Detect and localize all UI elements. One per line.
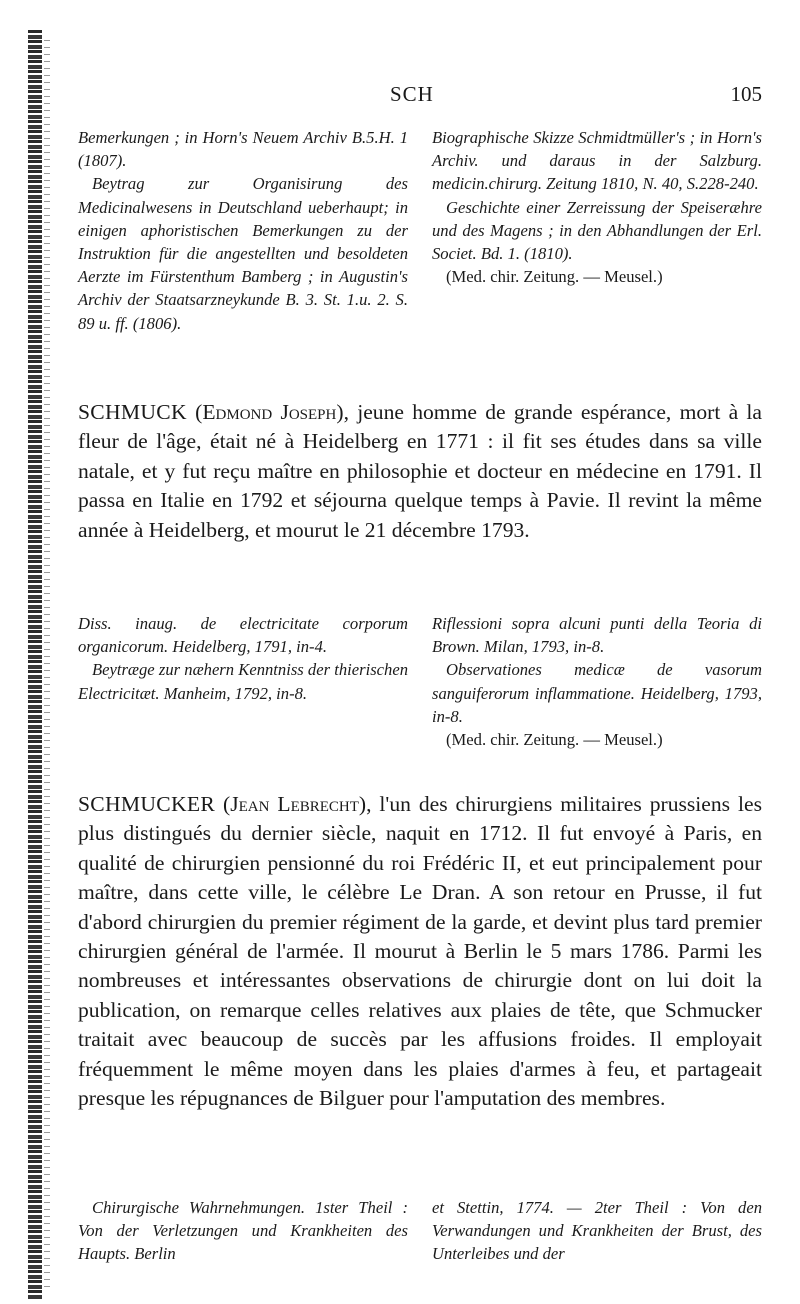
entry-schmuck: SCHMUCK (Edmond Joseph), jeune homme de grande espérance, mort à la fleur de l'âge, était né à Heidelberg en 1771 : il fit ses études dans sa ville natale, et y fut reçu maître en philosophie et docteur en médecine en 1791. Il passa en Italie en 1792 et séjourna quelque temps à Pavie. Il revint la même année à Heidelberg, et mourut le 21 décembre 1793. bbox=[78, 400, 762, 542]
reference-item: Geschichte einer Zerreissung der Speiseræhre und des Magens ; in den Abhandlungen der Erl. Societ. Bd. 1. (1810). bbox=[432, 197, 762, 264]
reference-item: Diss. inaug. de electricitate corporum organicorum. Heidelberg, 1791, in-4. bbox=[78, 614, 408, 657]
bibliography-middle-left bbox=[78, 612, 408, 751]
running-head: SCH bbox=[390, 82, 434, 106]
bibliography-top-left bbox=[78, 126, 408, 335]
reference-item: Beytrag zur Organisirung des Medicinalwesens in Deutschland ueberhaupt; in einigen aphoristischen Bemerkungen zu der Instruktion für die angestellten und besoldeten Aerzte im Fürstenthum Bamberg ; in Augustin's Archiv der Staatsarzneykunde B. 3. St. 1.u. 2. S. 89 u. ff. (1806). bbox=[78, 174, 408, 333]
bibliography-bottom bbox=[78, 1196, 762, 1266]
entry-headword: SCHMUCK bbox=[78, 400, 187, 424]
reference-item: et Stettin, 1774. — 2ter Theil : Von den Verwandungen und Krankheiten der Brust, des Unterleibes und der bbox=[432, 1198, 762, 1264]
bibliography-bottom-right bbox=[432, 1196, 762, 1266]
reference-source: (Med. chir. Zeitung. — Meusel.) bbox=[446, 730, 663, 750]
reference-item: Biographische Skizze Schmidtmüller's ; in Horn's Archiv. und daraus in der Salzburg. medicin.chirurg. Zeitung 1810, N. 40, S.228-240. bbox=[432, 128, 762, 194]
page-number: 105 bbox=[730, 82, 762, 106]
entry-forenames: Edmond Joseph bbox=[202, 400, 337, 424]
entry-headword: SCHMUCKER bbox=[78, 792, 216, 816]
reference-item: Riflessioni sopra alcuni punti della Teoria di Brown. Milan, 1793, in-8. bbox=[432, 614, 762, 657]
reference-source: (Med. chir. Zeitung. — Meusel.) bbox=[446, 267, 663, 287]
entry-text: , jeune homme de grande espérance, mort à la fleur de l'âge, était né à Heidelberg en 1771 : il fit ses études dans sa ville natale, et y fut reçu maître en philosophie et docteur en médecine en 1791. Il passa en Italie en 1792 et séjourna quelque temps à Pavie. Il revint la même année à Heidelberg, et mourut le 21 décembre 1793. bbox=[78, 400, 762, 542]
bibliography-top bbox=[78, 126, 762, 335]
bibliography-bottom-left bbox=[78, 1196, 408, 1266]
reference-item: Bemerkungen ; in Horn's Neuem Archiv B.5.H. 1 (1807). bbox=[78, 128, 408, 171]
reference-item: Chirurgische Wahrnehmungen. 1ster Theil : Von der Verletzungen und Krankheiten des Haupts. Berlin bbox=[78, 1198, 408, 1264]
bibliography-top-right bbox=[432, 126, 762, 335]
page-spine-edge bbox=[28, 30, 42, 1300]
page-header bbox=[78, 82, 762, 112]
entry-forenames: Jean Lebrecht bbox=[230, 792, 359, 816]
entry-schmucker: SCHMUCKER (Jean Lebrecht), l'un des chirurgiens militaires prussiens les plus distingués du dernier siècle, naquit en 1712. Il fut envoyé à Paris, en qualité de chirurgien pensionné du roi Frédéric II, et eut principalement pour maître, dans cette ville, le célèbre Le Dran. A son retour en Prusse, il fut d'abord chirurgien du premier régiment de la garde, et devint plus tard premier chirurgien général de l'armée. Il mourut à Berlin le 5 mars 1786. Parmi les nombreuses et intéressantes observations de chirurgie dont on lui doit la publication, on remarque celles relatives aux plaies de tête, que Schmucker traitait avec beaucoup de succès par les affusions froides. Il employait fréquemment le même moyen dans les plaies d'armes à feu, et partageait presque les répugnances de Bilguer pour l'amputation des membres. bbox=[78, 792, 763, 1111]
bibliography-middle bbox=[78, 612, 762, 751]
entry-text: , l'un des chirurgiens militaires prussiens les plus distingués du dernier siècle, naquit en 1712. Il fut envoyé à Paris, en qualité de chirurgien pensionné du roi Frédéric II, et eut principalement pour maître, dans cette ville, le célèbre Le Dran. A son retour en Prusse, il fut d'abord chirurgien du premier régiment de la garde, et devint plus tard premier chirurgien général de l'armée. Il mourut à Berlin le 5 mars 1786. Parmi les nombreuses et intéressantes observations de chirurgie dont on lui doit la publication, on remarque celles relatives aux plaies de tête, que Schmucker traitait avec beaucoup de succès par les affusions froides. Il employait fréquemment le même moyen dans les plaies d'armes à feu, et partageait presque les répugnances de Bilguer pour l'amputation des membres. bbox=[78, 792, 763, 1111]
bibliography-middle-right bbox=[432, 612, 762, 751]
reference-item: Observationes medicæ de vasorum sanguiferorum inflammatione. Heidelberg, 1793, in-8. bbox=[432, 660, 762, 726]
page-spine-shadow bbox=[44, 40, 50, 1290]
reference-item: Beytræge zur næhern Kenntniss der thierischen Electricitæt. Manheim, 1792, in-8. bbox=[78, 660, 408, 703]
